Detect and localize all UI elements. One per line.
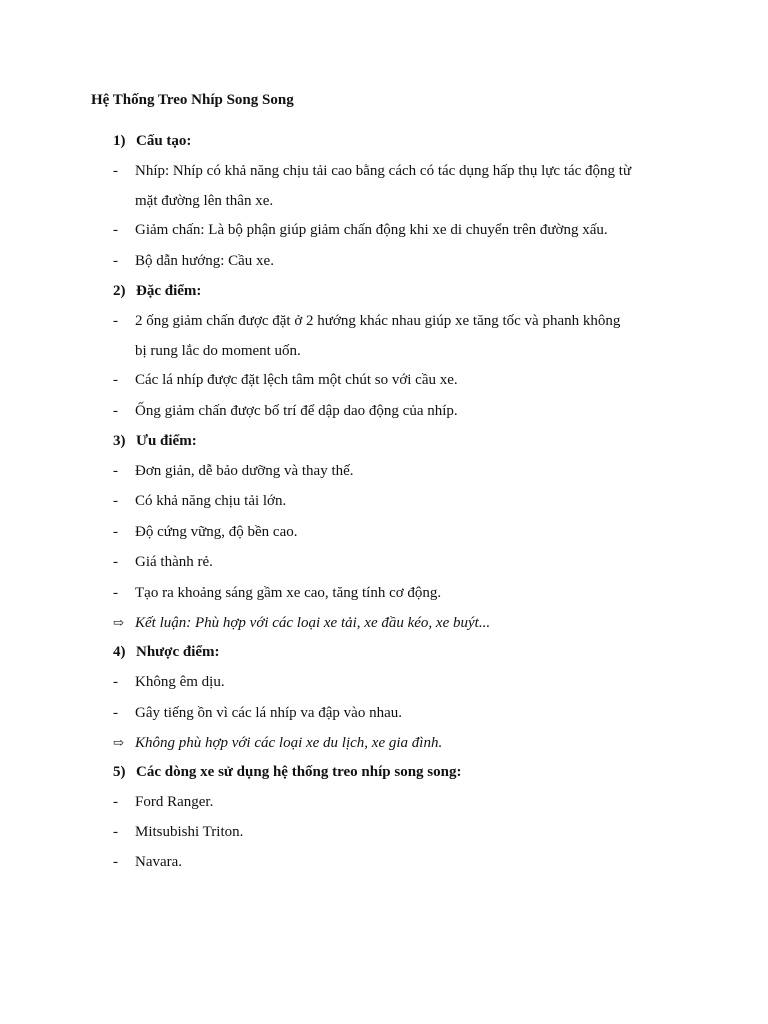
section-title: Đặc điểm: [136, 283, 202, 299]
arrow-right-icon: ⇨ [113, 735, 124, 750]
section-number: 4) [113, 644, 126, 660]
conclusion-line: ⇨ Kết luận: Phù hợp với các loại xe tải, xe đầu kéo, xe buýt... [113, 615, 491, 631]
section-title: Các dòng xe sử dụng hệ thống treo nhíp song song: [136, 764, 462, 780]
section-title: Ưu điểm: [136, 433, 197, 449]
section-heading-vehicles [113, 764, 461, 781]
section-title: Cấu tạo: [136, 133, 192, 149]
arrow-right-icon: ⇨ [113, 615, 124, 630]
document-page: Hệ Thống Treo Nhíp Song Song 1) Cấu tạo: - Nhíp: Nhíp có khả năng chịu tải cao bằng cách có tác dụng hấp thụ lực tác động từ mặt đường lên thân xe. - Giảm chấn: Là bộ phận giúp giảm chấn động khi xe di chuyển trên đường xấu. - Bộ dẫn hướng: Cầu xe. 2) Đặc điểm: - 2 ống giảm chấn được đặt ở 2 hướng khác nhau giúp xe tăng tốc và phanh không bị rung lắc do moment uốn. - Các lá nhíp được đặt lệch tâm một chút so với cầu xe. - Ống giảm chấn được bố trí để dập dao động của nhíp. 3) Ưu điểm: - Đơn giản, dễ bảo dưỡng và thay thế. - Có khả năng chịu tải lớn. - Độ cứng vững, độ bền cao. - Giá thành rẻ. - Tạo ra khoảng sáng gầm xe cao, tăng tính cơ động. ⇨ Kết luận: Phù hợp với các loại xe tải, xe đầu kéo, xe buýt... 4) Nhược điểm: - Không êm dịu. - Gây tiếng ồn vì các lá nhíp va đập vào nhau. ⇨ Không phù hợp với các loại xe du lịch, xe gia đình. 5) Các dòng xe sử dụng hệ thống treo nhíp song song: - Ford Ranger. - Mitsubishi Triton. - Navara. [91, 92, 632, 870]
section-title: Nhược điểm: [136, 644, 220, 660]
section-number: 5) [113, 764, 126, 780]
section-number: 2) [113, 283, 126, 299]
document-title: Hệ Thống Treo Nhíp Song Song [91, 92, 294, 108]
section-heading-advantages [113, 433, 197, 450]
section-heading-disadvantages [113, 644, 220, 661]
section-heading-structure [113, 133, 191, 150]
section-heading-features [113, 283, 201, 300]
conclusion-line: ⇨ Không phù hợp với các loại xe du lịch, xe gia đình. [113, 735, 443, 751]
section-number: 1) [113, 133, 126, 149]
section-number: 3) [113, 433, 126, 449]
